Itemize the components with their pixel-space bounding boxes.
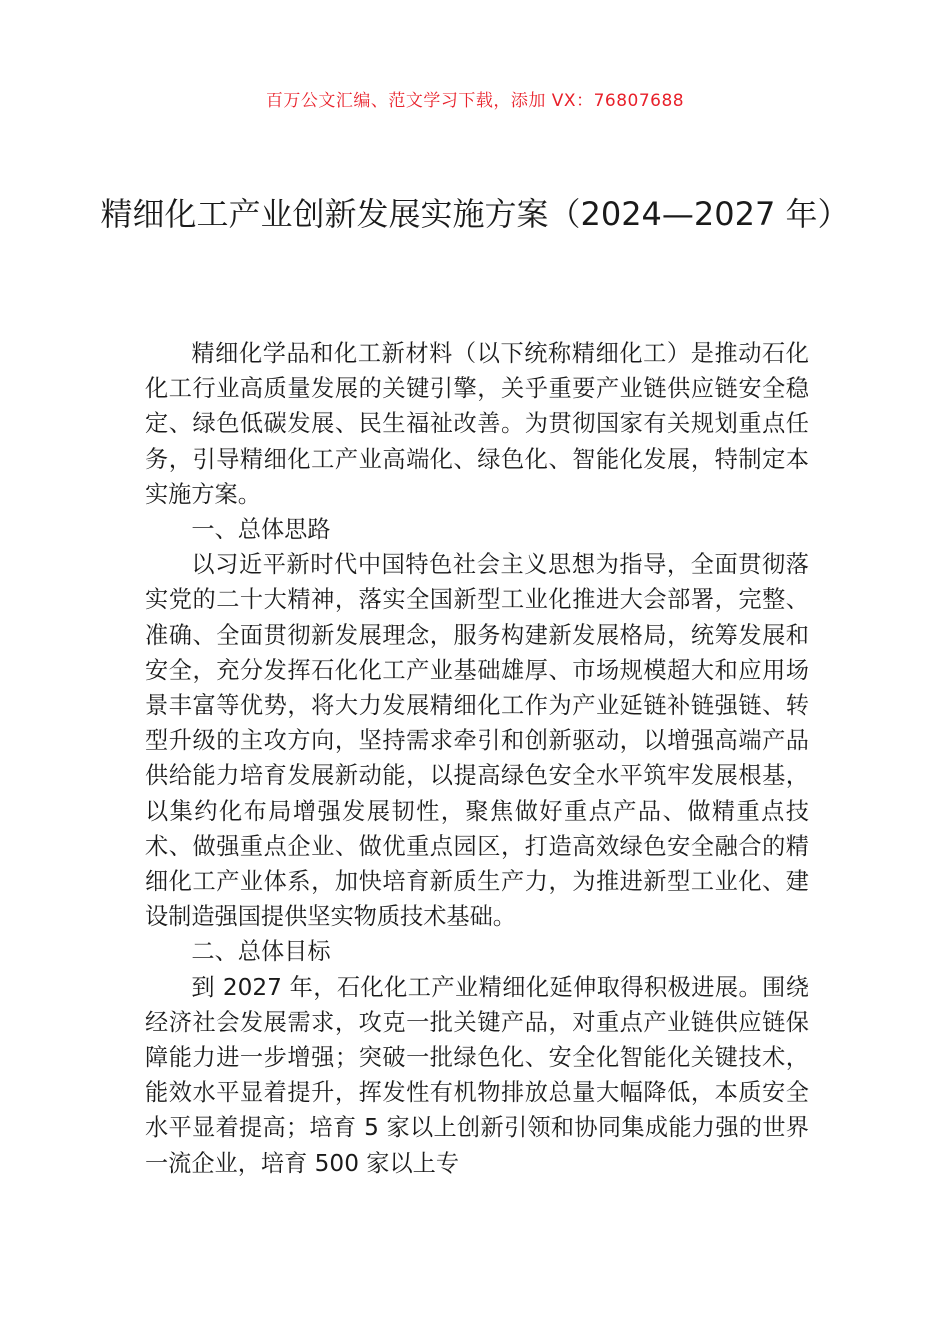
- section-body-2: 到 2027 年，石化化工产业精细化延伸取得积极进展。围绕经济社会发展需求，攻克一批关键产品，对重点产业链供应链保障能力进一步增强；突破一批绿色化、安全化智能化关键技术，能效水平显着提升，挥发性有机物排放总量大幅降低，本质安全水平显着提高；培育 5 家以上创新引领和协同集成能力强的世界一流企业，培育 500 家以上专: [145, 973, 809, 1177]
- document-title: 精细化工产业创新发展实施方案（2024—2027 年）: [100, 195, 850, 233]
- header-note: 百万公文汇编、范文学习下载，添加 VX：76807688: [265, 91, 685, 111]
- section-heading-2: 二、总体目标: [191, 938, 331, 966]
- section-heading-1: 一、总体思路: [191, 516, 331, 544]
- section-body-1: 以习近平新时代中国特色社会主义思想为指导，全面贯彻落实党的二十大精神，落实全国新型工业化推进大会部署，完整、准确、全面贯彻新发展理念，服务构建新发展格局，统筹发展和安全，充分发挥石化化工产业基础雄厚、市场规模超大和应用场景丰富等优势，将大力发展精细化工作为产业延链补链强链、转型升级的主攻方向，坚持需求牵引和创新驱动，以增强高端产品供给能力培育发展新动能，以提高绿色安全水平筑牢发展根基，以集约化布局增强发展韧性，聚焦做好重点产品、做精重点技术、做强重点企业、做优重点园区，打造高效绿色安全融合的精细化工产业体系，加快培育新质生产力，为推进新型工业化、建设制造强国提供坚实物质技术基础。: [145, 551, 809, 931]
- document-body: [145, 336, 809, 1181]
- intro-paragraph: 精细化学品和化工新材料（以下统称精细化工）是推动石化化工行业高质量发展的关键引擎，关乎重要产业链供应链安全稳定、绿色低碳发展、民生福祉改善。为贯彻国家有关规划重点任务，引导精细化工产业高端化、绿色化、智能化发展，特制定本实施方案。: [145, 340, 809, 508]
